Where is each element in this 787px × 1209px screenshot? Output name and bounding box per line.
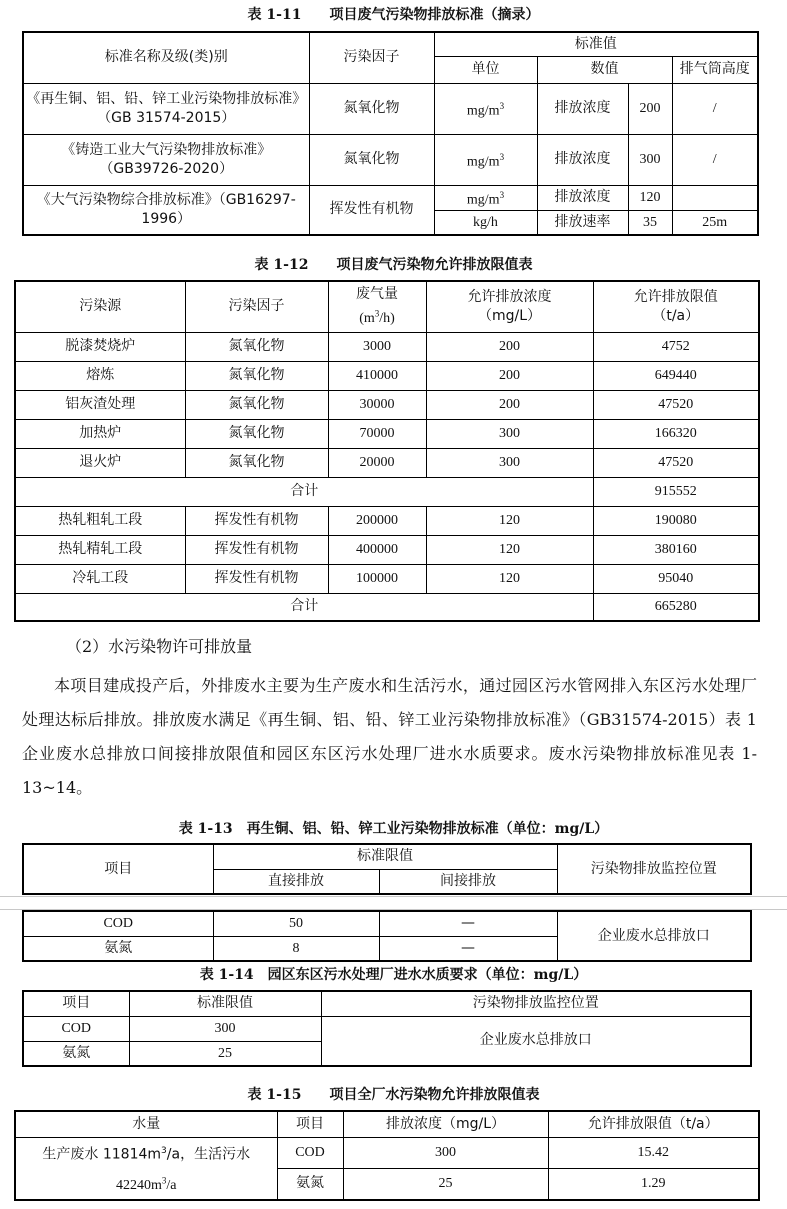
stack-height: / — [672, 134, 758, 185]
total-row — [15, 477, 759, 506]
value: 120 — [628, 185, 672, 210]
table-1-13-body — [22, 910, 752, 962]
concentration: 300 — [426, 419, 593, 448]
value-type: 排放浓度 — [537, 134, 628, 185]
concentration: 300 — [343, 1137, 548, 1168]
factor: 挥发性有机物 — [185, 564, 328, 593]
factor: 挥发性有机物 — [185, 506, 328, 535]
concentration: 200 — [426, 332, 593, 361]
table-1-13-header — [22, 843, 752, 895]
header-limit: 标准限值 — [129, 991, 321, 1016]
unit: $mg/m^3$ — [434, 134, 537, 185]
total-label: 合计 — [15, 477, 593, 506]
header-monitor-location: 污染物排放监控位置 — [321, 991, 751, 1016]
item: COD — [23, 911, 213, 936]
source: 加热炉 — [15, 419, 185, 448]
source: 熔炼 — [15, 361, 185, 390]
source: 脱漆焚烧炉 — [15, 332, 185, 361]
item: 氨氮 — [23, 936, 213, 961]
table-row — [23, 911, 751, 936]
table-row — [15, 361, 759, 390]
factor: 挥发性有机物 — [185, 535, 328, 564]
header-item: 项目 — [277, 1111, 343, 1137]
table-1-11 — [22, 31, 759, 236]
table-row — [15, 506, 759, 535]
concentration: 200 — [426, 361, 593, 390]
header-standard-name: 标准名称及级(类)别 — [23, 32, 309, 83]
header-flow: 废气量 $(m^3/h)$ — [328, 281, 426, 332]
limit: 47520 — [593, 448, 759, 477]
source: 热轧精轧工段 — [15, 535, 185, 564]
indirect-value: — — [379, 936, 557, 961]
concentration: 120 — [426, 564, 593, 593]
header-unit: 单位 — [434, 56, 537, 83]
standard-name: 《大气污染物综合排放标准》（GB16297-1996） — [23, 185, 309, 235]
limit: 15.42 — [548, 1137, 759, 1168]
header-limit: 标准限值 — [213, 844, 557, 869]
factor: 氮氧化物 — [185, 448, 328, 477]
limit: 649440 — [593, 361, 759, 390]
limit: 95040 — [593, 564, 759, 593]
table-row — [15, 448, 759, 477]
concentration: 300 — [426, 448, 593, 477]
table-row — [15, 535, 759, 564]
flow: 200000 — [328, 506, 426, 535]
limit: 47520 — [593, 390, 759, 419]
limit: 1.29 — [548, 1168, 759, 1199]
table-1-15 — [14, 1110, 760, 1201]
standard-name: 《铸造工业大气污染物排放标准》（GB39726-2020） — [23, 134, 309, 185]
table-1-12 — [14, 280, 760, 622]
header-standard-value: 标准值 — [434, 32, 758, 56]
header-limit: 允许排放限值（t/a） — [548, 1111, 759, 1137]
header-monitor-location: 污染物排放监控位置 — [557, 844, 751, 894]
pollution-factor: 氮氧化物 — [309, 83, 434, 134]
header-item: 项目 — [23, 844, 213, 894]
item: COD — [23, 1016, 129, 1041]
factor: 氮氧化物 — [185, 419, 328, 448]
limit: 4752 — [593, 332, 759, 361]
pollution-factor: 氮氧化物 — [309, 134, 434, 185]
source: 冷轧工段 — [15, 564, 185, 593]
source: 热轧粗轧工段 — [15, 506, 185, 535]
header-indirect: 间接排放 — [379, 869, 557, 894]
header-limit: 允许排放限值 （t/a） — [593, 281, 759, 332]
flow: 3000 — [328, 332, 426, 361]
table-row — [15, 564, 759, 593]
header-concentration: 允许排放浓度 （mg/L） — [426, 281, 593, 332]
header-stack-height: 排气筒高度 — [672, 56, 758, 83]
value-type: 排放速率 — [537, 210, 628, 235]
total-row — [15, 593, 759, 621]
table-1-12-caption: 表 1-12 项目废气污染物允许排放限值表 — [254, 257, 533, 273]
header-factor: 污染因子 — [185, 281, 328, 332]
concentration: 200 — [426, 390, 593, 419]
factor: 氮氧化物 — [185, 361, 328, 390]
total-label: 合计 — [15, 593, 593, 621]
unit: kg/h — [434, 210, 537, 235]
indirect-value: — — [379, 911, 557, 936]
table-1-15-caption: 表 1-15 项目全厂水污染物允许排放限值表 — [247, 1087, 540, 1103]
table-row — [15, 1137, 759, 1168]
flow: 400000 — [328, 535, 426, 564]
stack-height: 25m — [672, 210, 758, 235]
flow: 410000 — [328, 361, 426, 390]
flow: 20000 — [328, 448, 426, 477]
section-paragraph: 本项目建成投产后，外排废水主要为生产废水和生活污水，通过园区污水管网排入东区污水处理厂处理达标后排放。排放废水满足《再生铜、铝、铅、锌工业污染物排放标准》（GB31574-2015）表 1 企业废水总排放口间接排放限值和园区东区污水处理厂进水水质要求。废水污染物排放标准见表 1-13~14。 — [22, 676, 757, 797]
table-row — [15, 390, 759, 419]
flow: 70000 — [328, 419, 426, 448]
source: 铝灰渣处理 — [15, 390, 185, 419]
flow: 100000 — [328, 564, 426, 593]
item: 氨氮 — [277, 1168, 343, 1199]
limit: 190080 — [593, 506, 759, 535]
header-pollution-factor: 污染因子 — [309, 32, 434, 83]
limit: 380160 — [593, 535, 759, 564]
direct-value: 8 — [213, 936, 379, 961]
factor: 氮氧化物 — [185, 332, 328, 361]
value-type: 排放浓度 — [537, 83, 628, 134]
total-value: 915552 — [593, 477, 759, 506]
monitor-location: 企业废水总排放口 — [557, 911, 751, 961]
concentration: 25 — [343, 1168, 548, 1199]
header-source: 污染源 — [15, 281, 185, 332]
table-row — [15, 332, 759, 361]
table-1-11-caption: 表 1-11 项目废气污染物排放标准（摘录） — [247, 7, 540, 23]
table-row — [23, 185, 758, 210]
table-1-14 — [22, 990, 752, 1067]
section-heading: （2）水污染物许可排放量 — [66, 637, 253, 656]
header-concentration: 排放浓度（mg/L） — [343, 1111, 548, 1137]
limit-value: 25 — [129, 1041, 321, 1066]
header-item: 项目 — [23, 991, 129, 1016]
flow: 30000 — [328, 390, 426, 419]
direct-value: 50 — [213, 911, 379, 936]
total-value: 665280 — [593, 593, 759, 621]
pollution-factor: 挥发性有机物 — [309, 185, 434, 235]
stack-height — [672, 185, 758, 210]
table-row — [23, 134, 758, 185]
value-type: 排放浓度 — [537, 185, 628, 210]
limit-value: 300 — [129, 1016, 321, 1041]
unit: $mg/m^3$ — [434, 83, 537, 134]
item: 氨氮 — [23, 1041, 129, 1066]
header-water-volume: 水量 — [15, 1111, 277, 1137]
limit: 166320 — [593, 419, 759, 448]
value: 300 — [628, 134, 672, 185]
source: 退火炉 — [15, 448, 185, 477]
value: 200 — [628, 83, 672, 134]
factor: 氮氧化物 — [185, 390, 328, 419]
monitor-location: 企业废水总排放口 — [321, 1016, 751, 1066]
table-row — [23, 1016, 751, 1041]
table-1-13-caption: 表 1-13 再生铜、铝、铅、锌工业污染物排放标准（单位：mg/L） — [178, 821, 609, 837]
table-row — [23, 83, 758, 134]
page-break — [0, 896, 787, 910]
standard-name: 《再生铜、铝、铅、锌工业污染物排放标准》（GB 31574-2015） — [23, 83, 309, 134]
unit: $mg/m^3$ — [434, 185, 537, 210]
value: 35 — [628, 210, 672, 235]
concentration: 120 — [426, 535, 593, 564]
table-1-14-caption: 表 1-14 园区东区污水处理厂进水水质要求（单位：mg/L） — [199, 967, 588, 983]
table-row — [15, 419, 759, 448]
header-value: 数值 — [537, 56, 672, 83]
item: COD — [277, 1137, 343, 1168]
stack-height: / — [672, 83, 758, 134]
header-direct: 直接排放 — [213, 869, 379, 894]
water-volume: 生产废水 $11814m^3/a$，生活污水 $42240m^3/a$ — [15, 1137, 277, 1200]
concentration: 120 — [426, 506, 593, 535]
